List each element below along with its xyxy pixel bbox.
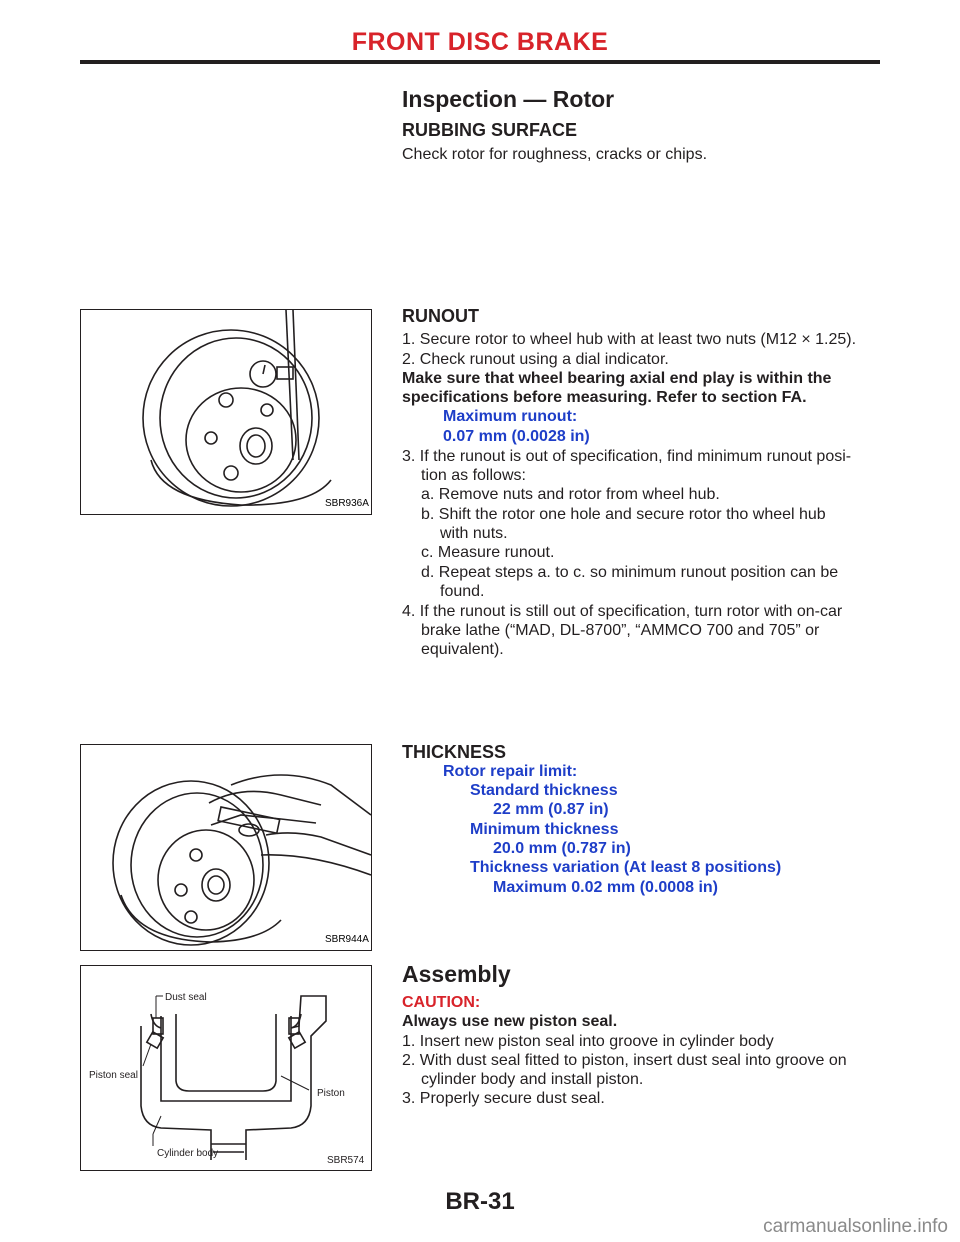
runout-step-3d-line-2: found. xyxy=(440,583,485,600)
runout-step-1: 1. Secure rotor to wheel hub with at least two nuts (M12 × 1.25). xyxy=(402,331,857,348)
figure-runout-dial-indicator xyxy=(80,309,372,515)
section-title-inspection: Inspection — Rotor xyxy=(402,86,615,112)
assembly-step-2-line-2: cylinder body and install piston. xyxy=(421,1071,644,1088)
runout-note-line-1: Make sure that wheel bearing axial end play is within the xyxy=(402,370,832,387)
assembly-caution-text: Always use new piston seal. xyxy=(402,1013,618,1030)
section-title-assembly: Assembly xyxy=(402,961,511,987)
page-header-title: FRONT DISC BRAKE xyxy=(351,28,609,56)
thickness-standard-value: 22 mm (0.87 in) xyxy=(493,801,609,818)
runout-note-line-2: specifications before measuring. Refer to section FA. xyxy=(402,389,807,406)
runout-step-3a: a. Remove nuts and rotor from wheel hub. xyxy=(421,486,720,503)
label-piston: Piston xyxy=(317,1088,345,1099)
label-cylinder-body: Cylinder body xyxy=(157,1148,219,1159)
runout-step-3b-line-2: with nuts. xyxy=(440,525,508,542)
assembly-caution-label: CAUTION: xyxy=(402,994,481,1011)
figure-code-sbr936a: SBR936A xyxy=(325,498,369,509)
assembly-step-2-line-1: 2. With dust seal fitted to piston, insert dust seal into groove on xyxy=(402,1052,847,1069)
runout-step-3d-line-1: d. Repeat steps a. to c. so minimum runout position can be xyxy=(421,564,839,581)
runout-spec-label: Maximum runout: xyxy=(443,408,578,425)
thickness-minimum-label: Minimum thickness xyxy=(470,821,619,838)
runout-step-4-line-2: brake lathe (“MAD, DL-8700”, “AMMCO 700 and 705” or xyxy=(421,622,820,639)
figure-caliper-cross-section xyxy=(80,965,372,1171)
thickness-standard-label: Standard thickness xyxy=(470,782,618,799)
caliper-cross-section-illustration xyxy=(81,966,371,1170)
thickness-limit-label: Rotor repair limit: xyxy=(443,763,578,780)
runout-step-4-line-1: 4. If the runout is still out of specification, turn rotor with on-car xyxy=(402,603,843,620)
rotor-dial-indicator-illustration xyxy=(81,310,371,514)
page-number: BR-31 xyxy=(445,1188,515,1215)
assembly-step-1: 1. Insert new piston seal into groove in cylinder body xyxy=(402,1033,774,1050)
runout-step-3b-line-1: b. Shift the rotor one hole and secure rotor tho wheel hub xyxy=(421,506,826,523)
thickness-variation-value: Maximum 0.02 mm (0.0008 in) xyxy=(493,879,718,896)
header-rule xyxy=(80,60,880,64)
label-piston-seal: Piston seal xyxy=(89,1070,138,1081)
runout-step-4-line-3: equivalent). xyxy=(421,641,504,658)
watermark: carmanualsonline.info xyxy=(763,1216,948,1237)
rubbing-surface-text: Check rotor for roughness, cracks or chips. xyxy=(402,146,708,163)
figure-thickness-micrometer xyxy=(80,744,372,951)
heading-rubbing-surface: RUBBING SURFACE xyxy=(402,120,578,140)
runout-step-3-line-1: 3. If the runout is out of specification, find minimum runout posi- xyxy=(402,448,852,465)
label-dust-seal: Dust seal xyxy=(165,992,207,1003)
thickness-minimum-value: 20.0 mm (0.787 in) xyxy=(493,840,631,857)
heading-runout: RUNOUT xyxy=(402,306,479,326)
figure-code-sbr574: SBR574 xyxy=(327,1155,365,1166)
runout-step-2: 2. Check runout using a dial indicator. xyxy=(402,351,669,368)
figure-code-sbr944a: SBR944A xyxy=(325,934,369,945)
heading-thickness: THICKNESS xyxy=(402,742,507,762)
thickness-variation-label: Thickness variation (At least 8 positions) xyxy=(470,859,782,876)
runout-spec-value: 0.07 mm (0.0028 in) xyxy=(443,428,590,445)
runout-step-3-line-2: tion as follows: xyxy=(421,467,526,484)
runout-step-3c: c. Measure runout. xyxy=(421,544,555,561)
rotor-micrometer-illustration xyxy=(81,745,371,950)
assembly-step-3: 3. Properly secure dust seal. xyxy=(402,1090,605,1107)
